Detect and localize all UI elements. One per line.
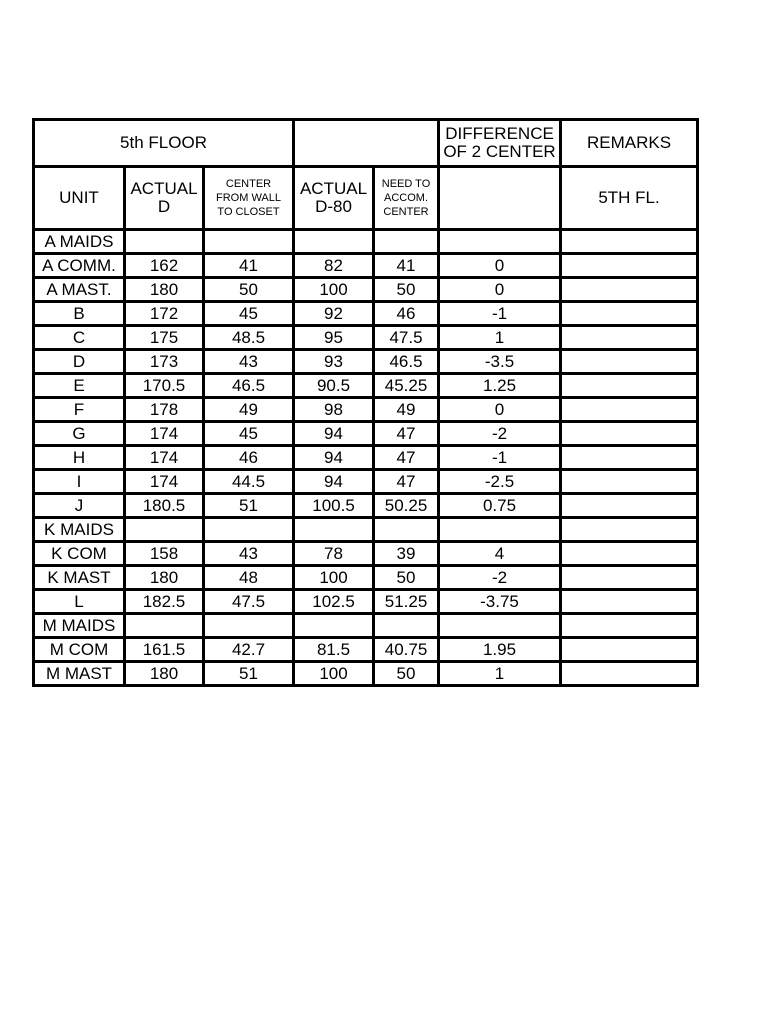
table-body bbox=[34, 120, 698, 686]
closet-center-table bbox=[32, 118, 699, 687]
remarks-cell bbox=[561, 542, 698, 566]
need-cell bbox=[374, 614, 439, 638]
table-row bbox=[34, 374, 698, 398]
center-cell: 48 bbox=[204, 566, 294, 590]
unit-cell: I bbox=[34, 470, 125, 494]
need-cell: 40.75 bbox=[374, 638, 439, 662]
center-cell: 49 bbox=[204, 398, 294, 422]
actual-d80-header-line2: D-80 bbox=[315, 197, 352, 216]
actual-d80-cell: 94 bbox=[294, 446, 374, 470]
table-row bbox=[34, 470, 698, 494]
center-header-line3: TO CLOSET bbox=[217, 206, 280, 219]
need-cell: 47 bbox=[374, 422, 439, 446]
unit-cell: K MAIDS bbox=[34, 518, 125, 542]
center-cell: 51 bbox=[204, 662, 294, 686]
remarks-cell bbox=[561, 422, 698, 446]
difference-cell: -2.5 bbox=[439, 470, 561, 494]
table-row bbox=[34, 494, 698, 518]
need-cell bbox=[374, 518, 439, 542]
need-cell: 47 bbox=[374, 470, 439, 494]
actual-d-cell: 170.5 bbox=[125, 374, 204, 398]
need-cell: 50.25 bbox=[374, 494, 439, 518]
actual-d80-cell: 90.5 bbox=[294, 374, 374, 398]
unit-cell: G bbox=[34, 422, 125, 446]
remarks-cell bbox=[561, 254, 698, 278]
center-cell: 47.5 bbox=[204, 590, 294, 614]
remarks-column-header: 5TH FL. bbox=[561, 167, 698, 230]
center-cell: 48.5 bbox=[204, 326, 294, 350]
center-header-line2: FROM WALL bbox=[216, 191, 281, 204]
difference-cell: 1 bbox=[439, 662, 561, 686]
table-row bbox=[34, 614, 698, 638]
table-row bbox=[34, 398, 698, 422]
center-cell bbox=[204, 230, 294, 254]
table-row bbox=[34, 566, 698, 590]
need-header-line2: ACCOM. bbox=[384, 191, 429, 204]
actual-d80-cell: 81.5 bbox=[294, 638, 374, 662]
need-cell: 39 bbox=[374, 542, 439, 566]
actual-d-cell: 180 bbox=[125, 278, 204, 302]
center-cell: 43 bbox=[204, 542, 294, 566]
remarks-cell bbox=[561, 230, 698, 254]
actual-d-cell: 180 bbox=[125, 662, 204, 686]
need-column-header bbox=[374, 167, 439, 230]
actual-d-header-line1: ACTUAL bbox=[130, 179, 198, 199]
actual-d80-cell bbox=[294, 518, 374, 542]
table-row bbox=[34, 542, 698, 566]
difference-cell: -1 bbox=[439, 446, 561, 470]
table-row bbox=[34, 350, 698, 374]
unit-cell: M COM bbox=[34, 638, 125, 662]
difference-cell: 0.75 bbox=[439, 494, 561, 518]
unit-cell: K COM bbox=[34, 542, 125, 566]
remarks-cell bbox=[561, 590, 698, 614]
actual-d80-cell: 94 bbox=[294, 422, 374, 446]
difference-cell: -2 bbox=[439, 422, 561, 446]
remarks-cell bbox=[561, 446, 698, 470]
actual-d80-header-line1: ACTUAL bbox=[299, 179, 368, 199]
remarks-header: REMARKS bbox=[561, 120, 698, 167]
actual-d80-cell: 82 bbox=[294, 254, 374, 278]
actual-d-cell: 173 bbox=[125, 350, 204, 374]
need-cell: 50 bbox=[374, 566, 439, 590]
difference-cell: -3.75 bbox=[439, 590, 561, 614]
actual-d-cell: 162 bbox=[125, 254, 204, 278]
unit-cell: M MAST bbox=[34, 662, 125, 686]
actual-d80-cell: 98 bbox=[294, 398, 374, 422]
difference-cell: 1 bbox=[439, 326, 561, 350]
remarks-cell bbox=[561, 566, 698, 590]
actual-d-column-header bbox=[125, 167, 204, 230]
actual-d-cell: 174 bbox=[125, 470, 204, 494]
difference-cell: 0 bbox=[439, 254, 561, 278]
need-cell: 50 bbox=[374, 278, 439, 302]
remarks-cell bbox=[561, 350, 698, 374]
unit-column-header: UNIT bbox=[34, 167, 125, 230]
blank-header-cell bbox=[294, 120, 439, 167]
table-row bbox=[34, 326, 698, 350]
difference-cell: 1.25 bbox=[439, 374, 561, 398]
table-row bbox=[34, 422, 698, 446]
table-row bbox=[34, 590, 698, 614]
actual-d-cell: 180 bbox=[125, 566, 204, 590]
difference-cell: 4 bbox=[439, 542, 561, 566]
table-row bbox=[34, 446, 698, 470]
table-row bbox=[34, 230, 698, 254]
difference-cell: -2 bbox=[439, 566, 561, 590]
unit-cell: H bbox=[34, 446, 125, 470]
need-cell: 45.25 bbox=[374, 374, 439, 398]
difference-cell: 1.95 bbox=[439, 638, 561, 662]
actual-d80-cell: 100 bbox=[294, 566, 374, 590]
center-cell: 43 bbox=[204, 350, 294, 374]
unit-cell: M MAIDS bbox=[34, 614, 125, 638]
need-header-line1: NEED TO bbox=[381, 177, 431, 190]
actual-d80-cell: 78 bbox=[294, 542, 374, 566]
actual-d-cell: 178 bbox=[125, 398, 204, 422]
remarks-cell bbox=[561, 518, 698, 542]
difference-header-line1: DIFFERENCE bbox=[445, 124, 554, 144]
table-row bbox=[34, 278, 698, 302]
table-row bbox=[34, 302, 698, 326]
unit-cell: J bbox=[34, 494, 125, 518]
need-cell: 41 bbox=[374, 254, 439, 278]
actual-d-cell: 161.5 bbox=[125, 638, 204, 662]
actual-d80-cell: 93 bbox=[294, 350, 374, 374]
actual-d-cell bbox=[125, 518, 204, 542]
actual-d80-column-header bbox=[294, 167, 374, 230]
difference-header-line2: OF 2 CENTER bbox=[443, 142, 556, 161]
center-header-line1: CENTER bbox=[225, 177, 272, 190]
remarks-cell bbox=[561, 326, 698, 350]
unit-cell: K MAST bbox=[34, 566, 125, 590]
remarks-cell bbox=[561, 302, 698, 326]
need-cell: 46 bbox=[374, 302, 439, 326]
table-row bbox=[34, 518, 698, 542]
center-cell bbox=[204, 518, 294, 542]
column-header-row bbox=[34, 167, 698, 230]
actual-d-cell: 174 bbox=[125, 446, 204, 470]
actual-d-cell bbox=[125, 230, 204, 254]
difference-cell: 0 bbox=[439, 398, 561, 422]
need-cell bbox=[374, 230, 439, 254]
difference-cell bbox=[439, 518, 561, 542]
need-cell: 50 bbox=[374, 662, 439, 686]
actual-d80-cell: 94 bbox=[294, 470, 374, 494]
difference-cell bbox=[439, 614, 561, 638]
actual-d80-cell bbox=[294, 614, 374, 638]
center-cell: 46 bbox=[204, 446, 294, 470]
actual-d80-cell: 92 bbox=[294, 302, 374, 326]
center-cell: 45 bbox=[204, 422, 294, 446]
title-row bbox=[34, 120, 698, 167]
need-cell: 47 bbox=[374, 446, 439, 470]
unit-cell: C bbox=[34, 326, 125, 350]
unit-cell: L bbox=[34, 590, 125, 614]
remarks-cell bbox=[561, 494, 698, 518]
remarks-cell bbox=[561, 278, 698, 302]
unit-cell: A MAIDS bbox=[34, 230, 125, 254]
unit-cell: D bbox=[34, 350, 125, 374]
center-cell: 46.5 bbox=[204, 374, 294, 398]
remarks-cell bbox=[561, 662, 698, 686]
actual-d80-cell: 95 bbox=[294, 326, 374, 350]
difference-cell: -1 bbox=[439, 302, 561, 326]
actual-d-cell: 182.5 bbox=[125, 590, 204, 614]
unit-cell: E bbox=[34, 374, 125, 398]
table-row bbox=[34, 254, 698, 278]
difference-cell: 0 bbox=[439, 278, 561, 302]
difference-header bbox=[439, 120, 561, 167]
unit-cell: B bbox=[34, 302, 125, 326]
actual-d-cell: 180.5 bbox=[125, 494, 204, 518]
remarks-cell bbox=[561, 398, 698, 422]
remarks-cell bbox=[561, 638, 698, 662]
actual-d-cell: 158 bbox=[125, 542, 204, 566]
actual-d80-cell: 100 bbox=[294, 662, 374, 686]
difference-cell bbox=[439, 230, 561, 254]
need-cell: 46.5 bbox=[374, 350, 439, 374]
unit-cell: A COMM. bbox=[34, 254, 125, 278]
center-cell: 51 bbox=[204, 494, 294, 518]
need-cell: 51.25 bbox=[374, 590, 439, 614]
actual-d80-cell: 100.5 bbox=[294, 494, 374, 518]
center-cell: 42.7 bbox=[204, 638, 294, 662]
actual-d80-cell: 100 bbox=[294, 278, 374, 302]
center-cell: 44.5 bbox=[204, 470, 294, 494]
unit-cell: A MAST. bbox=[34, 278, 125, 302]
actual-d80-cell bbox=[294, 230, 374, 254]
actual-d-header-line2: D bbox=[157, 197, 171, 216]
center-cell: 45 bbox=[204, 302, 294, 326]
center-cell bbox=[204, 614, 294, 638]
remarks-cell bbox=[561, 470, 698, 494]
need-cell: 49 bbox=[374, 398, 439, 422]
remarks-cell bbox=[561, 614, 698, 638]
need-header-line3: CENTER bbox=[383, 206, 429, 219]
difference-column-header bbox=[439, 167, 561, 230]
center-column-header bbox=[204, 167, 294, 230]
difference-cell: -3.5 bbox=[439, 350, 561, 374]
table-row bbox=[34, 662, 698, 686]
actual-d-cell: 175 bbox=[125, 326, 204, 350]
actual-d80-cell: 102.5 bbox=[294, 590, 374, 614]
center-cell: 50 bbox=[204, 278, 294, 302]
actual-d-cell: 172 bbox=[125, 302, 204, 326]
remarks-cell bbox=[561, 374, 698, 398]
actual-d-cell: 174 bbox=[125, 422, 204, 446]
center-cell: 41 bbox=[204, 254, 294, 278]
need-cell: 47.5 bbox=[374, 326, 439, 350]
table-row bbox=[34, 638, 698, 662]
unit-cell: F bbox=[34, 398, 125, 422]
floor-title: 5th FLOOR bbox=[34, 120, 294, 167]
actual-d-cell bbox=[125, 614, 204, 638]
